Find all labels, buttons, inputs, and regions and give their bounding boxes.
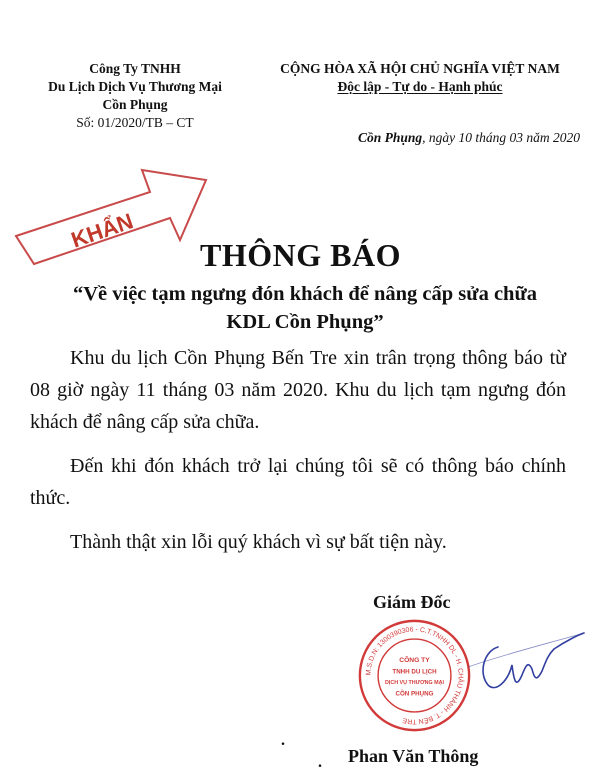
body-paragraph-3: Thành thật xin lỗi quý khách vì sự bất tiện này. <box>70 531 447 553</box>
signer-name: Phan Văn Thông <box>348 746 479 766</box>
seal-line-2: TNHH DU LỊCH <box>392 668 437 676</box>
body-paragraph-2: Đến khi đón khách trở lại chúng tôi sẽ có thông báo chính thức. <box>30 455 566 509</box>
company-header <box>20 60 250 132</box>
stray-dot-upper: . <box>281 732 285 749</box>
seal-line-1: CÔNG TY <box>399 657 430 665</box>
subtitle-line-1: “Về việc tạm ngưng đón khách để nâng cấp sửa chữa <box>72 283 538 305</box>
stray-dot: . <box>318 754 322 771</box>
dateline-date: , ngày 10 tháng 03 năm 2020 <box>422 130 580 145</box>
subtitle-line-2: KDL Cồn Phụng” <box>226 311 384 333</box>
signer-role: Giám Đốc <box>373 592 451 612</box>
seal-line-4: CỒN PHỤNG <box>395 690 434 698</box>
body-paragraph-1: Khu du lịch Cồn Phụng Bến Tre xin trân trọng thông báo từ 08 giờ ngày 11 tháng 03 năm 2020. Khu du lịch tạm ngưng đón khách để nâng cấp sửa chữa. <box>30 347 566 433</box>
nation-name: CỘNG HÒA XÃ HỘI CHỦ NGHĨA VIỆT NAM <box>280 61 560 76</box>
company-line-3: Cồn Phụng <box>102 97 168 112</box>
company-seal <box>357 618 472 733</box>
nation-motto: Độc lập - Tự do - Hạnh phúc <box>337 79 503 94</box>
handwritten-signature <box>462 625 587 705</box>
company-line-1: Công Ty TNHH <box>89 61 181 76</box>
company-line-2: Du Lịch Dịch Vụ Thương Mại <box>48 79 222 94</box>
dateline <box>300 130 580 146</box>
seal-line-3: DỊCH VỤ THƯƠNG MẠI <box>384 680 445 687</box>
national-header <box>255 60 585 96</box>
document-number: Số: 01/2020/TB – CT <box>76 115 194 130</box>
notice-body <box>30 342 566 570</box>
dateline-place: Cồn Phụng <box>357 130 423 145</box>
seal-ring-text: M.S.D.N: 1300390306 - C.T.TNHH DL - H. CHÂU THÀNH - T. BẾN TRE <box>365 626 464 725</box>
notice-subtitle <box>20 280 590 336</box>
notice-title: THÔNG BÁO <box>200 237 401 273</box>
urgent-stamp-text: KHẨN <box>68 208 137 253</box>
